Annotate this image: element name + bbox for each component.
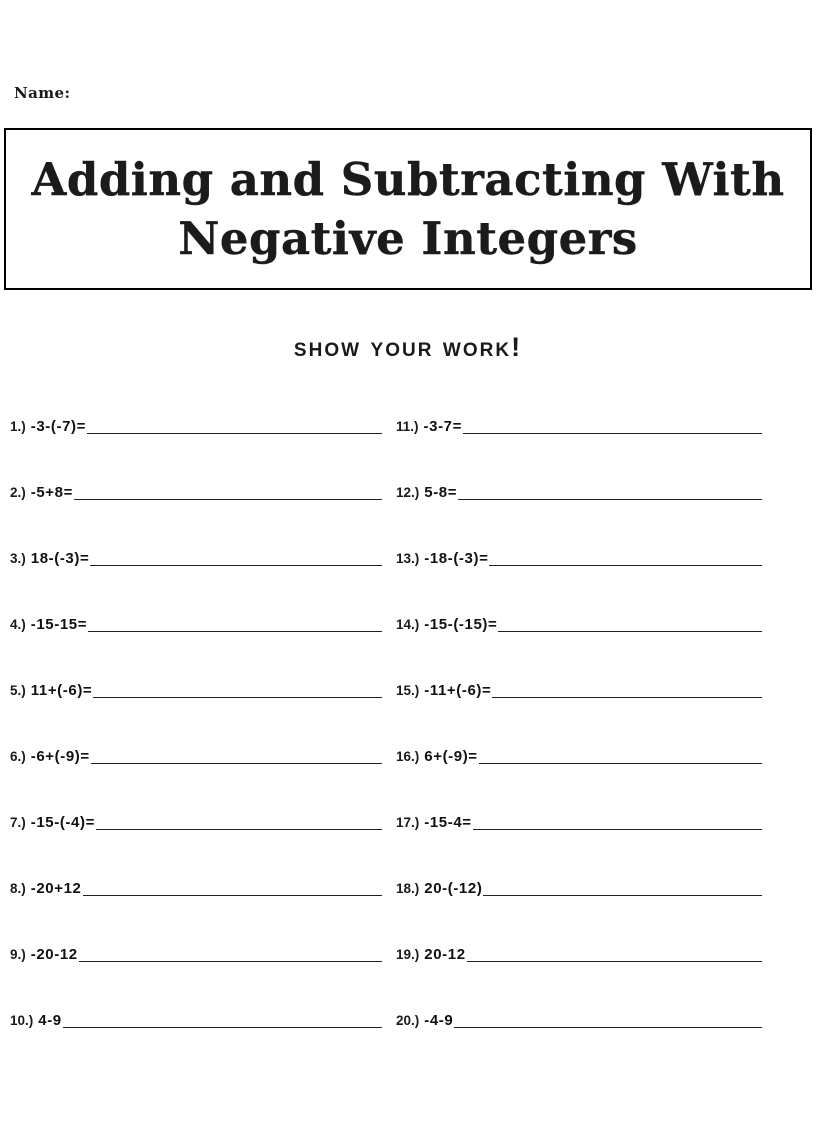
problem-number: 5.) — [10, 683, 26, 698]
problem-expression: -15-4= — [424, 814, 472, 831]
problem-columns — [0, 418, 816, 1078]
problem-row — [396, 814, 786, 880]
problem-column-left — [10, 418, 400, 1078]
problem-number: 19.) — [396, 947, 420, 962]
problem-row — [396, 418, 786, 484]
problem-expression: -3-(-7)= — [30, 418, 86, 435]
answer-blank[interactable] — [454, 1012, 762, 1028]
problem-number: 9.) — [10, 947, 26, 962]
problem-number: 6.) — [10, 749, 26, 764]
problem-expression: 6+(-9)= — [424, 748, 478, 765]
answer-blank[interactable] — [479, 748, 762, 764]
problem-number: 10.) — [10, 1013, 34, 1028]
answer-blank[interactable] — [473, 814, 762, 830]
problem-row — [10, 1012, 400, 1078]
problem-expression: 20-12 — [424, 946, 466, 963]
answer-blank[interactable] — [498, 616, 762, 632]
problem-row — [396, 484, 786, 550]
problem-expression: 18-(-3)= — [30, 550, 90, 567]
problem-row — [396, 550, 786, 616]
problem-row — [10, 814, 400, 880]
problem-expression: -15-(-15)= — [424, 616, 498, 633]
answer-blank[interactable] — [74, 484, 382, 500]
problem-number: 12.) — [396, 485, 420, 500]
answer-blank[interactable] — [90, 550, 382, 566]
problem-expression: -6+(-9)= — [30, 748, 90, 765]
problem-expression: -11+(-6)= — [424, 682, 492, 699]
problem-expression: 11+(-6)= — [30, 682, 93, 699]
answer-blank[interactable] — [492, 682, 762, 698]
problem-row — [10, 748, 400, 814]
problem-row — [10, 484, 400, 550]
problem-expression: -15-(-4)= — [30, 814, 95, 831]
answer-blank[interactable] — [489, 550, 762, 566]
problem-number: 1.) — [10, 419, 26, 434]
answer-blank[interactable] — [483, 880, 762, 896]
answer-blank[interactable] — [463, 418, 762, 434]
answer-blank[interactable] — [88, 616, 382, 632]
problem-expression: -18-(-3)= — [424, 550, 489, 567]
problem-row — [10, 418, 400, 484]
problem-row — [10, 880, 400, 946]
name-label: Name: — [14, 84, 71, 102]
problem-row — [396, 880, 786, 946]
problem-row — [396, 682, 786, 748]
problem-expression: -20-12 — [30, 946, 78, 963]
problem-number: 13.) — [396, 551, 420, 566]
problem-number: 7.) — [10, 815, 26, 830]
problem-row — [10, 550, 400, 616]
problem-row — [10, 946, 400, 1012]
problem-expression: -5+8= — [30, 484, 73, 501]
problem-expression: -3-7= — [423, 418, 462, 435]
problem-number: 4.) — [10, 617, 26, 632]
problem-row — [10, 616, 400, 682]
problem-number: 11.) — [396, 419, 419, 434]
problem-number: 17.) — [396, 815, 420, 830]
problem-expression: 20-(-12) — [424, 880, 483, 897]
answer-blank[interactable] — [79, 946, 382, 962]
answer-blank[interactable] — [458, 484, 762, 500]
problem-number: 8.) — [10, 881, 26, 896]
problem-expression: 5-8= — [424, 484, 458, 501]
problem-number: 16.) — [396, 749, 420, 764]
subtitle-instruction: show your work! — [293, 332, 523, 362]
problem-expression: 4-9 — [38, 1012, 62, 1029]
answer-blank[interactable] — [467, 946, 762, 962]
problem-row — [396, 616, 786, 682]
problem-row — [396, 1012, 786, 1078]
problem-number: 2.) — [10, 485, 26, 500]
answer-blank[interactable] — [63, 1012, 382, 1028]
problem-column-right — [396, 418, 786, 1078]
problem-number: 3.) — [10, 551, 26, 566]
problem-expression: -20+12 — [30, 880, 82, 897]
problem-expression: -15-15= — [30, 616, 88, 633]
problem-row — [10, 682, 400, 748]
problem-row — [396, 946, 786, 1012]
problem-number: 15.) — [396, 683, 420, 698]
problem-row — [396, 748, 786, 814]
title-box — [4, 128, 812, 290]
problem-number: 20.) — [396, 1013, 420, 1028]
answer-blank[interactable] — [91, 748, 382, 764]
answer-blank[interactable] — [87, 418, 382, 434]
answer-blank[interactable] — [83, 880, 383, 896]
problem-expression: -4-9 — [424, 1012, 454, 1029]
page-title: Adding and Subtracting With Negative Integers — [31, 152, 785, 265]
answer-blank[interactable] — [96, 814, 382, 830]
answer-blank[interactable] — [93, 682, 382, 698]
problem-number: 18.) — [396, 881, 420, 896]
problem-number: 14.) — [396, 617, 420, 632]
